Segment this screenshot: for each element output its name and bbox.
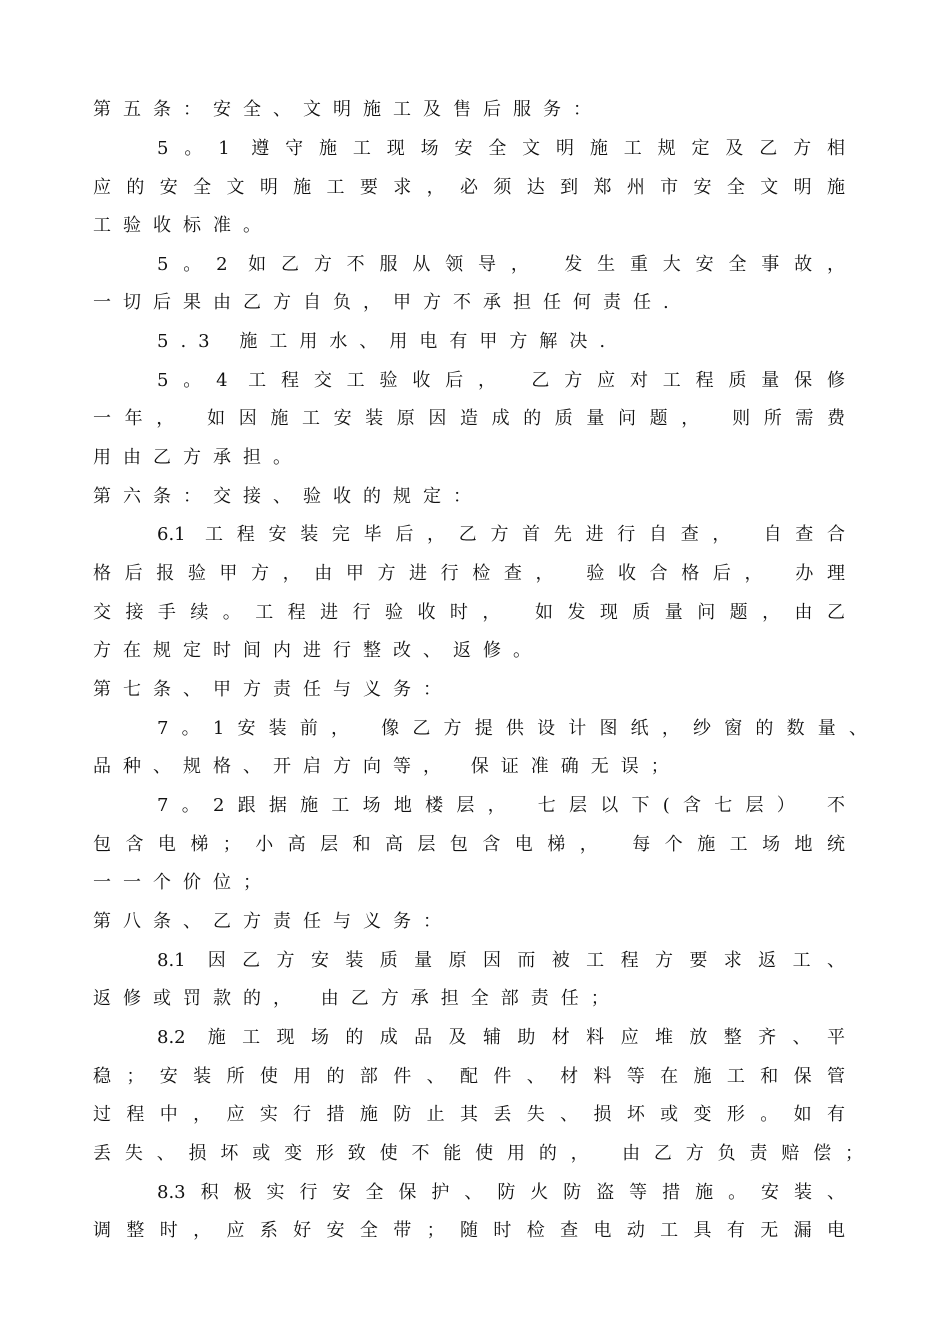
clause-5-4-line-1: 5。4 工程交工验收后， 乙方应对工程质量保修 — [157, 370, 845, 391]
clause-8-2-line-1: 8.2 施工现场的成品及辅助材料应堆放整齐、平 — [157, 1027, 845, 1048]
clause-5-2-line-2: 一切后果由乙方自负，甲方不承担任何责任. — [93, 292, 681, 313]
clause-5-3-line-1: 5.3 施工用水、用电有甲方解决. — [157, 331, 618, 352]
clause-6-1-line-1: 6.1 工程安装完毕后，乙方首先进行自查， 自查合 — [157, 524, 845, 545]
heading-article-7: 第七条、甲方责任与义务： — [93, 679, 453, 700]
clause-7-2-line-3: 一一个价位； — [93, 872, 273, 893]
heading-article-6: 第六条：交接、验收的规定： — [93, 486, 483, 507]
clause-8-2-line-2: 稳；安装所使用的部件、配件、材料等在施工和保管 — [93, 1066, 845, 1087]
clause-5-4-line-2: 一年， 如因施工安装原因造成的质量问题， 则所需费 — [93, 408, 845, 429]
clause-6-1-line-3: 交接手续。工程进行验收时， 如发现质量问题，由乙 — [93, 602, 845, 623]
heading-article-5: 第五条：安全、文明施工及售后服务： — [93, 99, 603, 120]
clause-5-1-line-1: 5。1 遵守施工现场安全文明施工规定及乙方相 — [157, 138, 845, 159]
clause-5-1-line-2: 应的安全文明施工要求，必须达到郑州市安全文明施 — [93, 177, 845, 198]
clause-8-2-line-4: 丢失、损坏或变形致使不能使用的， 由乙方负责赔偿； — [93, 1143, 863, 1164]
clause-5-4-line-3: 用由乙方承担。 — [93, 447, 303, 468]
clause-6-1-line-2: 格后报验甲方，由甲方进行检查， 验收合格后， 办理 — [93, 563, 845, 584]
clause-8-3-line-1: 8.3积极实行安全保护、防火防盗等措施。安装、 — [157, 1182, 845, 1203]
clause-7-1-line-2: 品种、规格、开启方向等， 保证准确无误； — [93, 756, 681, 777]
clause-8-2-line-3: 过程中，应实行措施防止其丢失、损坏或变形。如有 — [93, 1104, 845, 1125]
clause-5-2-line-1: 5。2 如乙方不服从领导， 发生重大安全事故， — [157, 254, 845, 275]
clause-6-1-line-4: 方在规定时间内进行整改、返修。 — [93, 640, 543, 661]
clause-7-2-line-1: 7。2跟据施工场地楼层， 七层以下(含七层） 不 — [157, 795, 845, 816]
clause-7-2-line-2: 包含电梯；小高层和高层包含电梯， 每个施工场地统 — [93, 834, 845, 855]
heading-article-8: 第八条、乙方责任与义务： — [93, 911, 453, 932]
clause-8-1-line-1: 8.1 因乙方安装质量原因而被工程方要求返工、 — [157, 950, 845, 971]
clause-8-3-line-2: 调整时，应系好安全带；随时检查电动工具有无漏电 — [93, 1220, 845, 1241]
clause-7-1-line-1: 7。1安装前， 像乙方提供设计图纸，纱窗的数量、 — [157, 718, 867, 739]
clause-5-1-line-3: 工验收标准。 — [93, 215, 273, 236]
clause-8-1-line-2: 返修或罚款的， 由乙方承担全部责任； — [93, 988, 621, 1009]
